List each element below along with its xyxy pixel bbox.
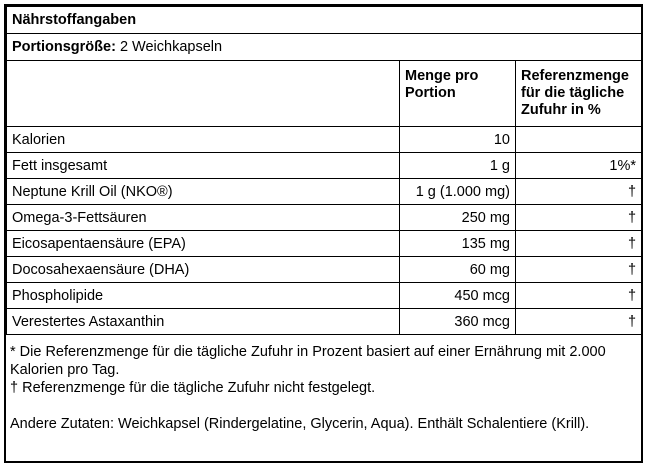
nutrient-reference: † [516,179,642,205]
header-empty-cell [7,61,400,127]
nutrition-table [6,6,642,335]
nutrient-reference: 1%* [516,153,642,179]
nutrition-facts-panel [4,4,643,463]
table-row [7,153,642,179]
table-row [7,257,642,283]
portion-label: Portionsgröße: [12,39,116,55]
nutrient-reference: † [516,283,642,309]
column-header-amount: Menge pro Portion [400,61,516,127]
table-row [7,205,642,231]
nutrient-reference [516,127,642,153]
panel-title: Nährstoffangaben [7,7,642,34]
nutrient-amount: 250 mg [400,205,516,231]
nutrient-name: Omega-3-Fettsäuren [7,205,400,231]
table-row [7,231,642,257]
nutrient-amount: 60 mg [400,257,516,283]
nutrient-amount: 360 mcg [400,309,516,335]
nutrient-name: Verestertes Astaxanthin [7,309,400,335]
nutrient-amount: 135 mg [400,231,516,257]
nutrient-reference: † [516,257,642,283]
portion-value: 2 Weichkapseln [119,39,223,55]
table-row [7,179,642,205]
footnote-dagger: † Referenzmenge für die tägliche Zufuhr nicht festgelegt. [10,380,376,396]
nutrient-name: Neptune Krill Oil (NKO®) [7,179,400,205]
column-header-reference: Referenzmenge für die tägliche Zufuhr in % [516,61,642,127]
nutrient-name: Docosahexaensäure (DHA) [7,257,400,283]
table-row [7,127,642,153]
nutrient-name: Phospholipide [7,283,400,309]
nutrient-name: Fett insgesamt [7,153,400,179]
footnote-asterisk: * Die Referenzmenge für die tägliche Zufuhr in Prozent basiert auf einer Ernährung mit 2.000 Kalorien pro Tag. [10,344,606,378]
nutrient-amount: 10 [400,127,516,153]
nutrient-reference: † [516,309,642,335]
table-row [7,283,642,309]
table-row [7,309,642,335]
footnotes [10,343,637,433]
portion-size [7,34,642,61]
nutrient-reference: † [516,205,642,231]
nutrient-reference: † [516,231,642,257]
nutrient-name: Eicosapentaensäure (EPA) [7,231,400,257]
nutrient-name: Kalorien [7,127,400,153]
ingredients-text: Andere Zutaten: Weichkapsel (Rindergelatine, Glycerin, Aqua). Enthält Schalentiere (Krill). [10,416,590,432]
nutrient-amount: 450 mcg [400,283,516,309]
nutrient-amount: 1 g [400,153,516,179]
nutrient-amount: 1 g (1.000 mg) [400,179,516,205]
